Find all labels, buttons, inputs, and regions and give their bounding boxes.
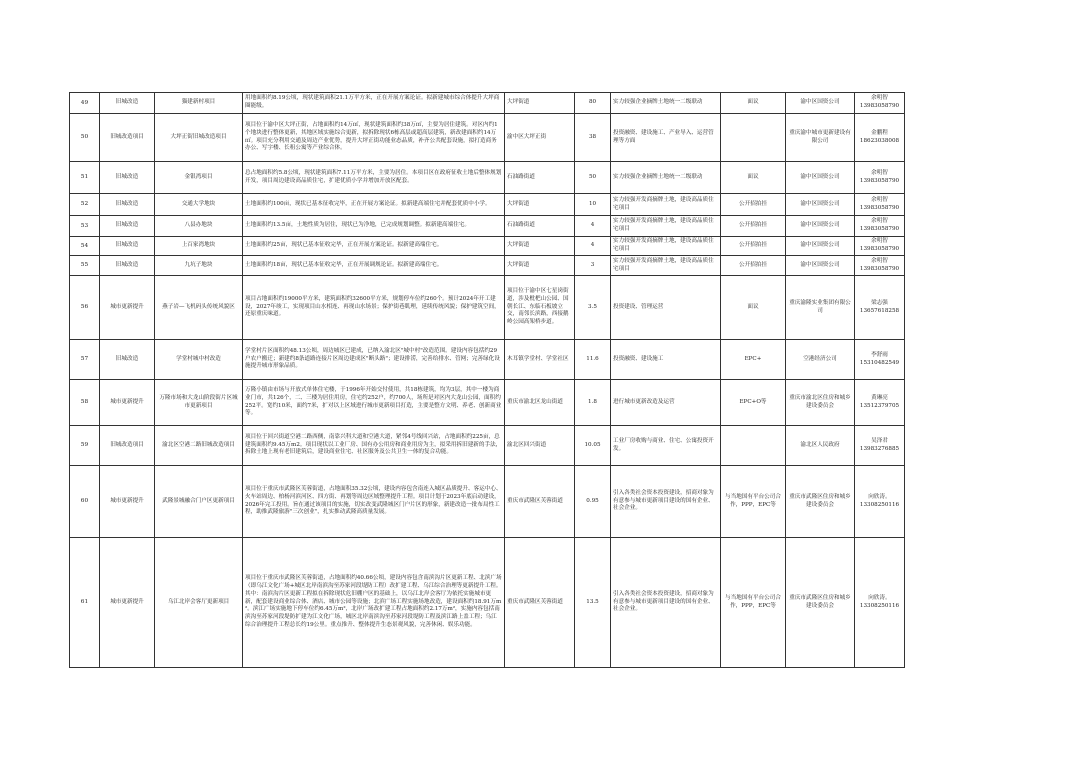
contact-name: 吴泽君 <box>871 437 888 444</box>
contact-phone: 13983058790 <box>859 177 900 184</box>
area-cell: 0.95 <box>575 466 611 538</box>
table-row <box>70 237 1009 256</box>
investment-direction: 投资建设、管理运营 <box>611 276 721 340</box>
category-cell: 旧城改造 <box>100 237 155 256</box>
project-name: 八县办地块 <box>155 216 243 237</box>
project-name: 猫建新村项目 <box>155 93 243 114</box>
contact-person <box>855 162 905 194</box>
project-name: 燕子岩—飞机码头传统风貌区 <box>155 276 243 340</box>
responsible-unit: 重庆市武隆区住房和城乡建设委员会 <box>786 538 855 668</box>
row-number: 49 <box>70 93 100 114</box>
contact-name: 余明智 <box>871 95 888 102</box>
responsible-unit: 重庆市武隆区住房和城乡建设委员会 <box>786 466 855 538</box>
row-number: 61 <box>70 538 100 668</box>
investment-direction: 实力较强开发商摘牌土地，建设高品质住宅项目 <box>611 237 721 256</box>
contact-person <box>855 194 905 216</box>
contact-phone: 15310482549 <box>859 359 900 366</box>
row-number: 52 <box>70 194 100 216</box>
project-name: 学堂村城中村改造 <box>155 340 243 380</box>
area-cell: 11.6 <box>575 340 611 380</box>
contact-name: 余明智 <box>871 169 888 176</box>
investment-direction: 投资融资、建设施工、产业导入、运营管理等方面 <box>611 114 721 162</box>
contact-phone: 13308250116 <box>859 602 900 609</box>
investment-direction: 实力较强企业摘牌土地统一二级联动 <box>611 93 721 114</box>
project-location: 木耳镇学堂村、学堂社区 <box>505 340 575 380</box>
area-cell: 13.5 <box>575 538 611 668</box>
contact-name: 黄琳亮 <box>871 394 888 401</box>
contact-person <box>855 237 905 256</box>
cooperation-mode: 面议 <box>721 162 786 194</box>
project-description: 用地面积约8.19公顷，现状建筑面积21.1万平方米，正在开展方案论证。拟新建城市综合体提升大坪商圈能级。 <box>243 93 505 114</box>
investment-direction: 实力较强企业摘牌土地统一二级联动 <box>611 162 721 194</box>
contact-person <box>855 426 905 466</box>
area-cell: 80 <box>575 93 611 114</box>
table-row <box>70 216 1009 237</box>
responsible-unit: 渝中区国资公司 <box>786 93 855 114</box>
area-cell: 1.8 <box>575 380 611 426</box>
table-row <box>70 380 1009 426</box>
contact-name: 余明智 <box>871 257 888 264</box>
project-description: 项目占地面积约19000平方米，建筑面积约32600平方米，规划停车位约260个。预计2024年开工建设，2027年竣工，实现项目山水相连、再现山水场景；保护街巷肌理，延续传统风貌；保护建筑空间，还原重庆味道。 <box>243 276 505 340</box>
table-row <box>70 114 1009 162</box>
project-table <box>69 92 1009 668</box>
contact-person <box>855 340 905 380</box>
responsible-unit: 渝中区国资公司 <box>786 237 855 256</box>
investment-direction: 实力较强开发商摘牌土地，建设高品质住宅项目 <box>611 194 721 216</box>
contact-phone: 13983058790 <box>859 226 900 232</box>
contact-person <box>855 380 905 426</box>
contact-name: 余明智 <box>871 238 888 245</box>
cooperation-mode: EPC+O等 <box>721 380 786 426</box>
row-number: 56 <box>70 276 100 340</box>
cooperation-mode <box>721 114 786 162</box>
contact-person <box>855 256 905 276</box>
contact-phone: 18623038008 <box>859 137 900 144</box>
project-description: 总占地面积约5.8公顷，现状建筑面积7.11万平方米，主要为居住。本项目区在政府征收土地后整体规划开发，项目周边建设高品质住宅，扩建优质小学并增加开放区配套。 <box>243 162 505 194</box>
table-row <box>70 256 1009 276</box>
area-cell: 38 <box>575 114 611 162</box>
project-location: 石油路街道 <box>505 162 575 194</box>
responsible-unit: 重庆渝隆实业集团有限公司 <box>786 276 855 340</box>
contact-name: 李舒雨 <box>871 351 888 358</box>
responsible-unit: 重庆市渝北区住房和城乡建设委员会 <box>786 380 855 426</box>
responsible-unit: 渝中区国资公司 <box>786 194 855 216</box>
cooperation-mode: 与当地国有平台公司合作，PPP，EPC等 <box>721 466 786 538</box>
row-number: 57 <box>70 340 100 380</box>
project-name: 万隆市场和大龙山阶段街片区城市更新项目 <box>155 380 243 426</box>
row-number: 55 <box>70 256 100 276</box>
area-cell: 10 <box>575 194 611 216</box>
contact-phone: 13308250116 <box>859 501 900 508</box>
table-row <box>70 93 1009 114</box>
cooperation-mode <box>721 426 786 466</box>
contact-person <box>855 216 905 237</box>
contact-phone: 13983058790 <box>859 265 900 272</box>
cooperation-mode: 公开招拍挂 <box>721 256 786 276</box>
area-cell: 3.5 <box>575 276 611 340</box>
row-number: 58 <box>70 380 100 426</box>
project-name: 乌江北岸会客厅更新项目 <box>155 538 243 668</box>
contact-person <box>855 93 905 114</box>
project-description: 土地面积约25亩，现状已基本征收完毕，正在开展方案论证。拟新建高端住宅。 <box>243 237 505 256</box>
area-cell: 50 <box>575 162 611 194</box>
cooperation-mode: 公开招拍挂 <box>721 216 786 237</box>
area-cell: 10.05 <box>575 426 611 466</box>
responsible-unit: 渝中区国资公司 <box>786 256 855 276</box>
project-description: 项目位于回兴街道空港二路西侧，南靠兴科大道和空港大道，紧邻4号线回兴站，占地面积约225亩，总建筑面积约9.45万m2。项目现状以工业厂房、国有办公用房和商业用房为主，拟采用拆旧建新的手法，拆除土地上现有老旧建筑后，建设商业住宅、社区服务及公共卫生一体的复合功能。 <box>243 426 505 466</box>
table-row <box>70 194 1009 216</box>
contact-name: 向欣涛。 <box>868 493 891 500</box>
investment-direction: 实力较强开发商摘牌土地，建设高品质住宅项目 <box>611 216 721 237</box>
contact-phone: 13983058790 <box>859 204 900 211</box>
cooperation-mode: 公开招拍挂 <box>721 194 786 216</box>
project-description: 项目位于渝中区大坪正街，占地面积约14万㎡，现状建筑面积约38万㎡，主要为居住建筑。对区内约1个地块进行整体更新，其地区域实施综合更新，拟拆除现状6栋高层或超高层建筑，新改建面积约14万㎡。项目充分利用交通及周边产业优势，提升大坪正街功能业态品质，补齐公共配套设施，拟打造商务办公、写字楼、长租公寓等产业综合体。 <box>243 114 505 162</box>
row-number: 54 <box>70 237 100 256</box>
row-number: 60 <box>70 466 100 538</box>
area-cell: 4 <box>575 237 611 256</box>
investment-direction: 引入各类社会资本投资建设，招商对象为有意参与城市更新项目建设的国有企业、社会企业。 <box>611 466 721 538</box>
responsible-unit: 空港经济公司 <box>786 340 855 380</box>
table-row <box>70 538 1009 668</box>
project-location: 大坪街道 <box>505 194 575 216</box>
category-cell: 旧城改造 <box>100 340 155 380</box>
investment-direction: 工业厂房收购与商业、住宅、公寓投资开发。 <box>611 426 721 466</box>
contact-phone: 13983058790 <box>859 246 900 252</box>
table-body <box>70 93 1009 668</box>
responsible-unit: 渝中区国资公司 <box>786 216 855 237</box>
project-location: 重庆市武隆区芙蓉街道 <box>505 538 575 668</box>
contact-phone: 13512379705 <box>859 402 900 409</box>
category-cell: 城市更新提升 <box>100 380 155 426</box>
project-location: 石油路街道 <box>505 216 575 237</box>
project-description: 土地面积约18亩，现状已基本征收完毕，正在开展调规论证。拟新建高端住宅。 <box>243 256 505 276</box>
project-location: 大坪街道 <box>505 237 575 256</box>
contact-phone: 13657618258 <box>859 307 900 314</box>
project-description: 学堂村片区面积约48.13公顷，周边城区已建成，已纳入渝北区"城中村"改造范围。建设内容包括约29户农户搬迁；新建约8条道路连接片区周边建成区"断头路"；建设排涝，完善给排水、管网；完善绿化设施提升城市形象品质。 <box>243 340 505 380</box>
category-cell: 城市更新提升 <box>100 276 155 340</box>
project-name: 武隆景城融合门户区更新项目 <box>155 466 243 538</box>
category-cell: 城市更新提升 <box>100 466 155 538</box>
category-cell: 城市更新提升 <box>100 538 155 668</box>
contact-person <box>855 466 905 538</box>
responsible-unit: 渝北区人民政府 <box>786 426 855 466</box>
investment-direction: 进行城市更新改造及运营 <box>611 380 721 426</box>
project-location: 重庆市武隆区芙蓉街道 <box>505 466 575 538</box>
project-location: 重庆市渝北区龙山街道 <box>505 380 575 426</box>
category-cell: 旧城改造 <box>100 216 155 237</box>
category-cell: 旧城改造 <box>100 162 155 194</box>
row-number: 50 <box>70 114 100 162</box>
row-number: 51 <box>70 162 100 194</box>
contact-person <box>855 538 905 668</box>
category-cell: 旧城改造项目 <box>100 114 155 162</box>
cooperation-mode: 面议 <box>721 93 786 114</box>
project-description: 项目位于重庆市武隆区芙蓉街道，占地面积约40.66公顷，建设内容包含南滨沟片区更新工程、北滨广场（即乌江文化广场+城区北岸南滨沟至苏家河段堤防工程）改扩建工程、乌江综合治理等更新提升工程。其中：南滨沟片区更新工程拟在拆除现状危旧棚户区的基础上，以乌江北岸会客厅为依托实施城市更新，配套建设商业综合体、酒店、城市公园等设施；北滨广场工程实施场地改造，建设面积约18.91万m²。滨江广场实施地下停车位约6.45万m²，北岸广场改扩建工程占地面积约2.17万m²，实施内容包括南滨沟至苏家河段堤防扩建为江文化广场，城区北岸南滨沟至苏家河段堤防工程及滨江路上盖工程；乌江综合治理提升工程总长约19公里。重点推升、整体提升生态景观风貌，完善休闲、娱乐功能。 <box>243 538 505 668</box>
cooperation-mode: 面议 <box>721 276 786 340</box>
contact-person <box>855 114 905 162</box>
project-name: 交通大学地块 <box>155 194 243 216</box>
project-location: 渝北区回兴街道 <box>505 426 575 466</box>
project-description: 项目位于重庆市武隆区芙蓉街道，占地面积35.32公顷，建设内容包含南连入城区品质提升、客运中心、火车站周边、柏杨河滨河区、四方街、再划等周边区域整理提升工程。项目计划于2023年底启动建设，2026年完工投用。旨在通过该项目的实施，切实改变武隆城区门户片区的形象，新建改造一批布局性工程，助推武隆旅游"三次创业"，扎实推动武隆高质量发展。 <box>243 466 505 538</box>
project-description: 土地面积约100亩，现状已基本征收完毕，正在开展方案论证。拟新建高端住宅并配套优质中小学。 <box>243 194 505 216</box>
project-name: 渝北区空港二路旧城改造项目 <box>155 426 243 466</box>
project-description: 万隆小镇由市场与开放式单体住宅楼，于1996年开始交付使用，共18栋建筑，均为3层，其中一楼为商业门市，共126个，二、三楼为居住用房，住宅约252户，约700人，场所是对区内大龙山公园，面积约252平。宽约10米，面约7米，扩对以上区域进行城市更新项目打造，主要是整方文明、养老、创新商业等。 <box>243 380 505 426</box>
project-location: 渝中区大坪正街 <box>505 114 575 162</box>
project-location: 项目位于渝中区七星岗街道，涉及枇杷山公园、国朝长江、东临石板坡立交，南邻长滨路，西接鹅岭公园高架桥步道。 <box>505 276 575 340</box>
project-name: 上百家湾地块 <box>155 237 243 256</box>
contact-phone: 13983276885 <box>859 445 900 452</box>
area-cell: 4 <box>575 216 611 237</box>
contact-name: 梁志强 <box>871 299 888 306</box>
row-number: 59 <box>70 426 100 466</box>
table-row <box>70 162 1009 194</box>
table-row <box>70 340 1009 380</box>
investment-direction: 引入各类社会资本投资建设，招商对象为有意参与城市更新项目建设的国有企业、社会企业。 <box>611 538 721 668</box>
cooperation-mode: 与当地国有平台公司合作，PPP，EPC等 <box>721 538 786 668</box>
table-row <box>70 426 1009 466</box>
responsible-unit: 重庆渝中城市更新建设有限公司 <box>786 114 855 162</box>
contact-name: 向欣涛。 <box>868 594 891 601</box>
project-name: 九坑子地块 <box>155 256 243 276</box>
table-row <box>70 466 1009 538</box>
contact-name: 余明智 <box>871 218 888 225</box>
category-cell: 旧城改造项目 <box>100 426 155 466</box>
contact-name: 余明智 <box>871 196 888 203</box>
cooperation-mode: 公开招拍挂 <box>721 237 786 256</box>
contact-name: 金鹏程 <box>871 129 888 136</box>
contact-phone: 13983058790 <box>859 103 900 109</box>
project-description: 土地面积约13.5亩，土地性质为居住，现状已为净地，已完成规划调整。拟新建高端住宅。 <box>243 216 505 237</box>
project-name: 金银湾项目 <box>155 162 243 194</box>
project-location: 大坪街道 <box>505 93 575 114</box>
row-number: 53 <box>70 216 100 237</box>
area-cell: 3 <box>575 256 611 276</box>
category-cell: 旧城改造 <box>100 194 155 216</box>
cooperation-mode: EPC+ <box>721 340 786 380</box>
category-cell: 旧城改造 <box>100 93 155 114</box>
contact-person <box>855 276 905 340</box>
category-cell: 旧城改造 <box>100 256 155 276</box>
project-location: 大坪街道 <box>505 256 575 276</box>
investment-direction: 投资融资、建设施工 <box>611 340 721 380</box>
table-row <box>70 276 1009 340</box>
project-name: 大坪正街旧城改造项目 <box>155 114 243 162</box>
investment-direction: 实力较强开发商摘牌土地，建设高品质住宅项目 <box>611 256 721 276</box>
responsible-unit: 渝中区国资公司 <box>786 162 855 194</box>
